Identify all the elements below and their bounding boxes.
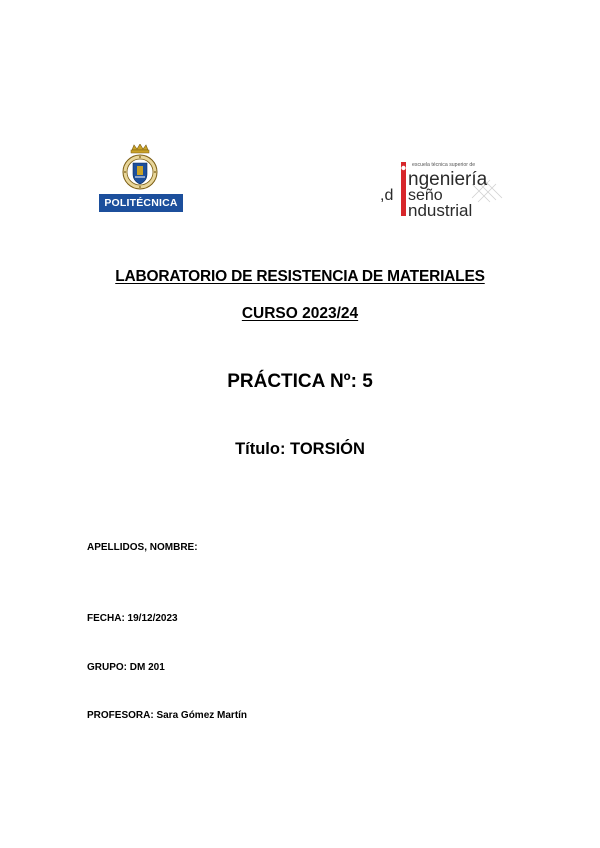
laboratory-title: LABORATORIO DE RESISTENCIA DE MATERIALES (115, 268, 485, 285)
practice-number: PRÁCTICA Nº: 5 (227, 371, 373, 392)
svg-text:ndustrial: ndustrial (408, 201, 473, 220)
date-field: FECHA: 19/12/2023 (87, 613, 178, 624)
name-field-label: APELLIDOS, NOMBRE: (87, 542, 198, 553)
svg-text:seño: seño (408, 187, 443, 204)
practice-title: Título: TORSIÓN (235, 440, 365, 458)
university-crest-icon (120, 144, 160, 192)
etsidi-logo (380, 158, 508, 220)
svg-text:,d: ,d (380, 187, 394, 204)
teacher-field: PROFESORA: Sara Gómez Martín (87, 710, 248, 721)
group-field: GRUPO: DM 201 (87, 662, 165, 673)
svg-text:ngeniería: ngeniería (408, 169, 488, 190)
svg-text:escuela técnica superior de: escuela técnica superior de (412, 162, 476, 168)
course-title: CURSO 2023/24 (241, 305, 359, 322)
upm-logo-banner: POLITÉCNICA (99, 194, 183, 212)
upm-logo (99, 144, 183, 214)
